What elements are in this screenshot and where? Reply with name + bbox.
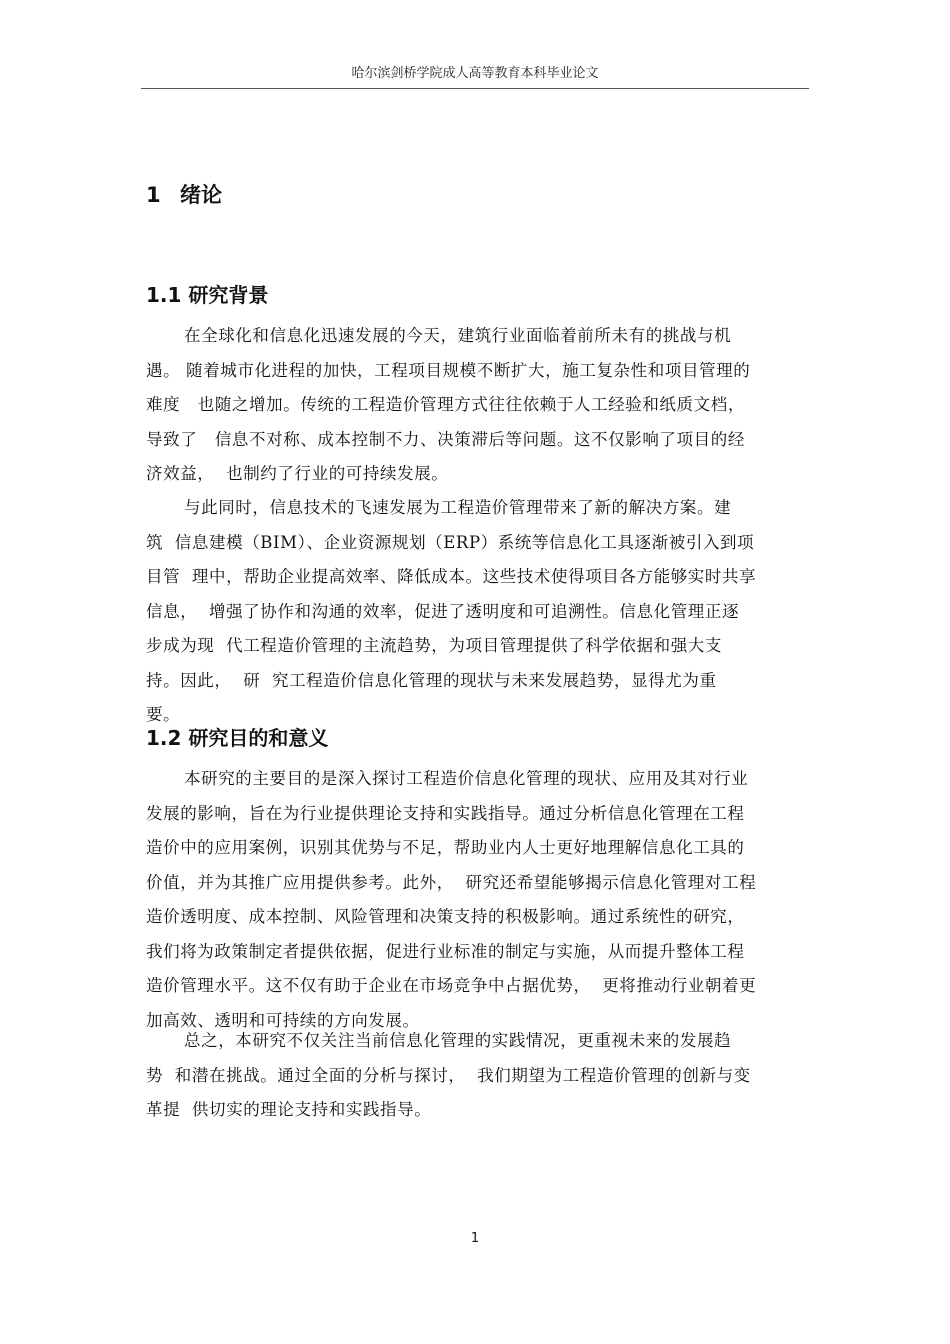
text-line: 持。因此， 研 究工程造价信息化管理的现状与未来发展趋势，显得尤为重 — [146, 670, 717, 690]
text-line: 造价透明度、成本控制、风险管理和决策支持的积极影响。通过系统性的研究， — [146, 907, 745, 926]
chapter-title-text: 绪论 — [180, 183, 222, 207]
text-line: 难度 也随之增加。传统的工程造价管理方式往往依赖于人工经验和纸质文档， — [146, 395, 745, 414]
text-line: 加高效、透明和可持续的方向发展。 — [146, 1010, 420, 1030]
text-line: 价值，并为其推广应用提供参考。此外， 研究还希望能够揭示信息化管理对工程 — [146, 872, 757, 892]
section-heading-background: 1.1 研究背景 — [146, 283, 269, 307]
paragraph-background-1 — [146, 319, 826, 492]
text-line: 目管 理中，帮助企业提高效率、降低成本。这些技术使得项目各方能够实时共享 — [146, 567, 757, 586]
text-line: 势 和潜在挑战。通过全面的分析与探讨， 我们期望为工程造价管理的创新与变 — [146, 1065, 751, 1085]
text-line: 总之，本研究不仅关注当前信息化管理的实践情况，更重视未来的发展趋 — [184, 1031, 732, 1050]
text-line: 我们将为政策制定者提供依据，促进行业标准的制定与实施，从而提升整体工程 — [146, 941, 745, 961]
text-line: 筑 信息建模（BIM）、企业资源规划（ERP）系统等信息化工具逐渐被引入到项 — [146, 532, 755, 552]
text-line: 步成为现 代工程造价管理的主流趋势，为项目管理提供了科学依据和强大支 — [146, 636, 722, 655]
text-line: 在全球化和信息化迅速发展的今天，建筑行业面临着前所未有的挑战与机 — [184, 326, 732, 345]
paragraph-purpose-2 — [146, 1024, 826, 1128]
text-line: 遇。 随着城市化进程的加快，工程项目规模不断扩大，施工复杂性和项目管理的 — [146, 360, 751, 380]
chapter-number: 1 — [146, 183, 161, 207]
text-line: 要。 — [146, 705, 181, 724]
text-line: 济效益， 也制约了行业的可持续发展。 — [146, 464, 449, 483]
text-line: 导致了 信息不对称、成本控制不力、决策滞后等问题。这不仅影响了项目的经 — [146, 429, 745, 449]
page-number: 1 — [470, 1231, 480, 1246]
text-line: 造价管理水平。这不仅有助于企业在市场竞争中占据优势， 更将推动行业朝着更 — [146, 976, 757, 995]
text-line: 发展的影响，旨在为行业提供理论支持和实践指导。通过分析信息化管理在工程 — [146, 803, 745, 823]
text-line: 与此同时，信息技术的飞速发展为工程造价管理带来了新的解决方案。建 — [184, 498, 732, 517]
text-line: 革提 供切实的理论支持和实践指导。 — [146, 1100, 432, 1119]
paragraph-purpose-1 — [146, 762, 826, 1038]
text-line: 信息， 增强了协作和沟通的效率，促进了透明度和可追溯性。信息化管理正逐 — [146, 601, 740, 621]
text-line: 造价中的应用案例，识别其优势与不足，帮助业内人士更好地理解信息化工具的 — [146, 838, 745, 857]
page-header: 哈尔滨剑桥学院成人高等教育本科毕业论文 — [141, 64, 809, 89]
section-heading-purpose: 1.2 研究目的和意义 — [146, 726, 329, 750]
text-line: 本研究的主要目的是深入探讨工程造价信息化管理的现状、应用及其对行业 — [184, 769, 749, 788]
chapter-title — [146, 180, 222, 210]
paragraph-background-2 — [146, 491, 826, 733]
